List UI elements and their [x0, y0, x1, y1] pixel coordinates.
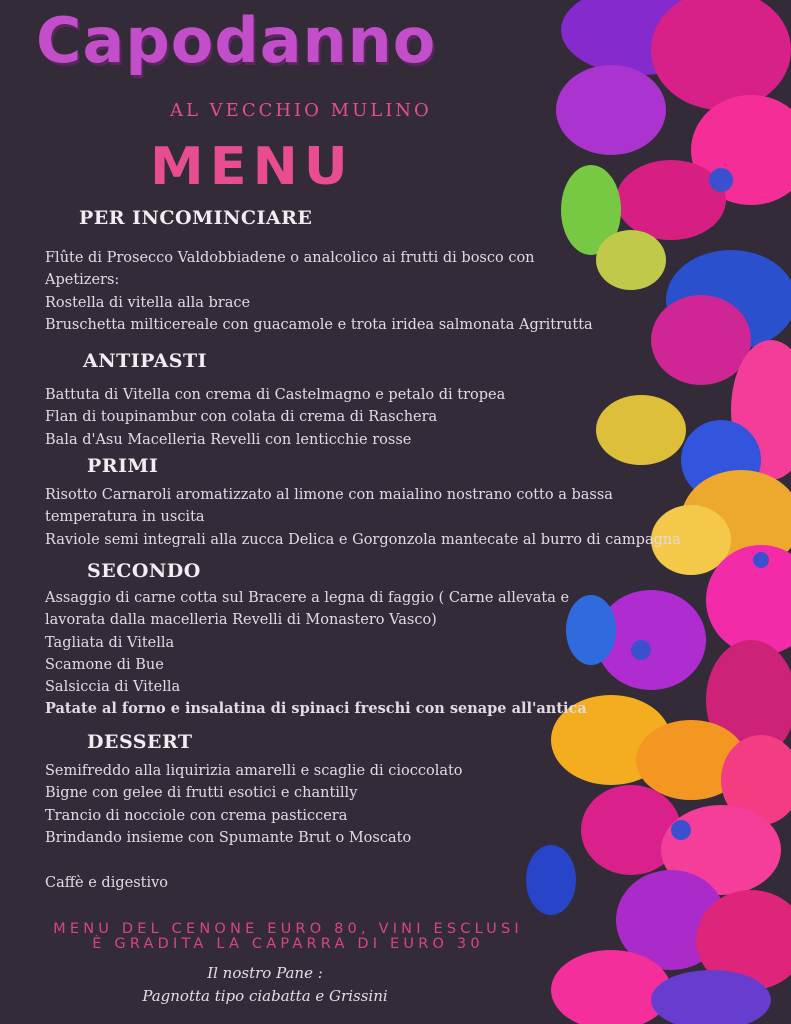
menu-item: Semifreddo alla liquirizia amarelli e scaglie di cioccolato: [45, 763, 463, 779]
menu-item: Scamone di Bue: [45, 656, 164, 673]
venue-subtitle: AL VECCHIO MULINO: [170, 100, 432, 121]
menu-item: Raviole semi integrali alla zucca Delica e Gorgonzola mantecate al burro di campagna: [45, 531, 681, 548]
section-title-per-incominciare: PER INCOMINCIARE: [79, 207, 313, 229]
menu-item: Rostella di vitella alla brace: [45, 294, 251, 311]
menu-item: Bruschetta milticereale con guacamole e trota iridea salmonata Agritrutta: [45, 316, 593, 333]
menu-item: Brindando insieme con Spumante Brut o Moscato: [45, 829, 412, 846]
section-items-secondo: [45, 587, 587, 721]
menu-item: Assaggio di carne cotta sul Bracere a legna di faggio ( Carne allevata e: [45, 590, 570, 606]
bread-title: Il nostro Pane :: [207, 964, 323, 982]
closing-item-block: [45, 872, 168, 894]
section-title-antipasti: ANTIPASTI: [83, 350, 208, 372]
menu-item: Bigne con gelee di frutti esotici e chantilly: [45, 785, 358, 802]
deposit-note: È GRADITA LA CAPARRA DI EURO 30: [92, 936, 484, 952]
menu-item: lavorata dalla macelleria Revelli di Monastero Vasco): [45, 612, 437, 629]
bread-text: Pagnotta tipo ciabatta e Grissini: [142, 987, 388, 1005]
menu-item: Battuta di Vitella con crema di Castelmagno e petalo di tropea: [45, 387, 506, 403]
section-title-primi: PRIMI: [87, 455, 159, 477]
menu-item: Bala d'Asu Macelleria Revelli con lenticchie rosse: [45, 431, 412, 448]
menu-item: Patate al forno e insalatina di spinaci freschi con senape all'antica: [45, 700, 587, 718]
menu-heading: MENU: [150, 136, 354, 197]
menu-item: Flan di toupinambur con colata di crema di Raschera: [45, 409, 438, 426]
menu-item: Tagliata di Vitella: [45, 634, 175, 651]
section-title-secondo: SECONDO: [87, 560, 201, 582]
menu-item: Salsiccia di Vitella: [45, 679, 181, 696]
menu-item: Trancio di nocciole con crema pasticcera: [45, 807, 348, 824]
price-note: MENU DEL CENONE EURO 80, VINI ESCLUSI: [53, 921, 523, 937]
section-items-per-incominciare: [45, 247, 593, 336]
menu-item: Flûte di Prosecco Valdobbiadene o analcolico ai frutti di bosco con: [45, 250, 535, 266]
menu-item: temperatura in uscita: [45, 509, 205, 526]
menu-item: Risotto Carnaroli aromatizzato al limone con maialino nostrano cotto a bassa: [45, 487, 613, 503]
section-items-dessert: [45, 760, 463, 849]
section-title-dessert: DESSERT: [87, 731, 193, 753]
closing-item: Caffè e digestivo: [45, 875, 169, 891]
section-items-primi: [45, 484, 681, 551]
menu-item: Apetizers:: [45, 272, 120, 289]
section-items-antipasti: [45, 384, 505, 451]
page-title: Capodanno: [36, 4, 437, 77]
